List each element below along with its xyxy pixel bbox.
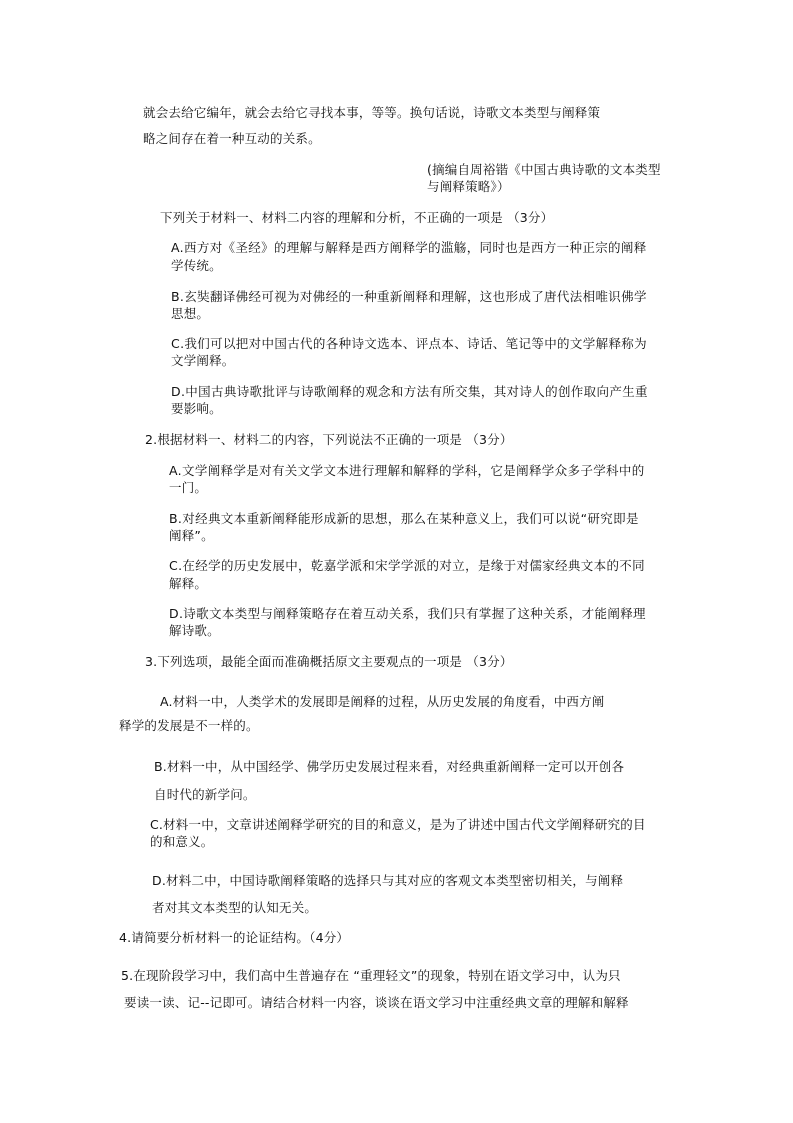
question-1-option-d-line-2: 要影响。 [171,401,222,416]
question-1-stem: 下列关于材料一、材料二内容的理解和分析，不正确的一项是 （3分） [160,210,554,225]
question-2-option-c-line-1: C.在经学的历史发展中，乾嘉学派和宋学学派的对立，是缘于对儒家经典文本的不同 [169,558,646,573]
question-2-option-c-line-2: 解释。 [169,576,208,591]
question-2-stem: 2.根据材料一、材料二的内容，下列说法不正确的一项是 （3分） [145,432,513,447]
question-1-option-b-line-2: 思想。 [171,306,210,321]
question-5-line-2: 要读一读、记--记即可。请结合材料一内容，谈谈在语文学习中注重经典文章的理解和解释 [124,995,629,1010]
question-2-option-b-line-2: 阐释”。 [169,528,214,543]
citation-line-1: (摘编自周裕锴《中国古典诗歌的文本类型 [427,162,661,177]
question-3-option-d-line-2: 者对其文本类型的认知无关。 [152,900,318,915]
question-3-option-b-line-1: B.材料一中，从中国经学、佛学历史发展过程来看，对经典重新阐释一定可以开创各 [154,759,625,774]
question-2-option-a-line-1: A.文学阐释学是对有关文学文本进行理解和解释的学科，它是阐释学众多子学科中的 [169,463,645,478]
intro-line-1: 就会去给它编年，就会去给它寻找本事，等等。换句话说，诗歌文本类型与阐释策 [143,105,601,120]
question-2-option-d-line-1: D.诗歌文本类型与阐释策略存在着互动关系，我们只有掌握了这种关系，才能阐释理 [169,606,646,621]
question-4-stem: 4.请简要分析材料一的论证结构。（4分） [119,930,350,945]
question-3-option-a-line-1: A.材料一中，人类学术的发展即是阐释的过程，从历史发展的角度看，中西方阐 [160,694,605,709]
question-2-option-d-line-2: 解诗歌。 [169,623,220,638]
question-3-option-a-line-2: 释学的发展是不一样的。 [119,718,259,733]
question-2-option-a-line-2: 一门。 [169,480,208,495]
question-3-option-c-line-1: C.材料一中，文章讲述阐释学研究的目的和意义，是为了讲述中国古代文学阐释研究的目 [150,817,646,832]
intro-line-2: 略之间存在着一种互动的关系。 [143,131,321,146]
question-3-stem: 3.下列选项，最能全面而准确概括原文主要观点的一项是 （3分） [145,654,513,669]
question-2-option-b-line-1: B.对经典文本重新阐释能形成新的思想，那么在某种意义上，我们可以说“研究即是 [169,511,639,526]
question-5-line-1: 5.在现阶段学习中，我们高中生普遍存在 “重理轻文”的现象，特别在语文学习中，认为只 [121,968,621,983]
question-1-option-c-line-1: C.我们可以把对中国古代的各种诗文选本、评点本、诗话、笔记等中的文学解释称为 [171,336,648,351]
question-3-option-b-line-2: 自时代的新学问。 [154,787,256,802]
citation-line-2: 与阐释策略》） [427,179,510,194]
question-1-option-a-line-2: 学传统。 [171,258,222,273]
question-3-option-d-line-1: D.材料二中，中国诗歌阐释策略的选择只与其对应的客观文本类型密切相关，与阐释 [152,873,624,888]
question-1-option-d-line-1: D.中国古典诗歌批评与诗歌阐释的观念和方法有所交集，其对诗人的创作取向产生重 [171,384,648,399]
question-1-option-b-line-1: B.玄奘翻译佛经可视为对佛经的一种重新阐释和理解，这也形成了唐代法相唯识佛学 [171,289,647,304]
question-1-option-a-line-1: A.西方对《圣经》的理解与解释是西方阐释学的滥觞，同时也是西方一种正宗的阐释 [171,240,647,255]
question-1-option-c-line-2: 文学阐释。 [171,353,235,368]
question-3-option-c-line-2: 的和意义。 [150,834,214,849]
